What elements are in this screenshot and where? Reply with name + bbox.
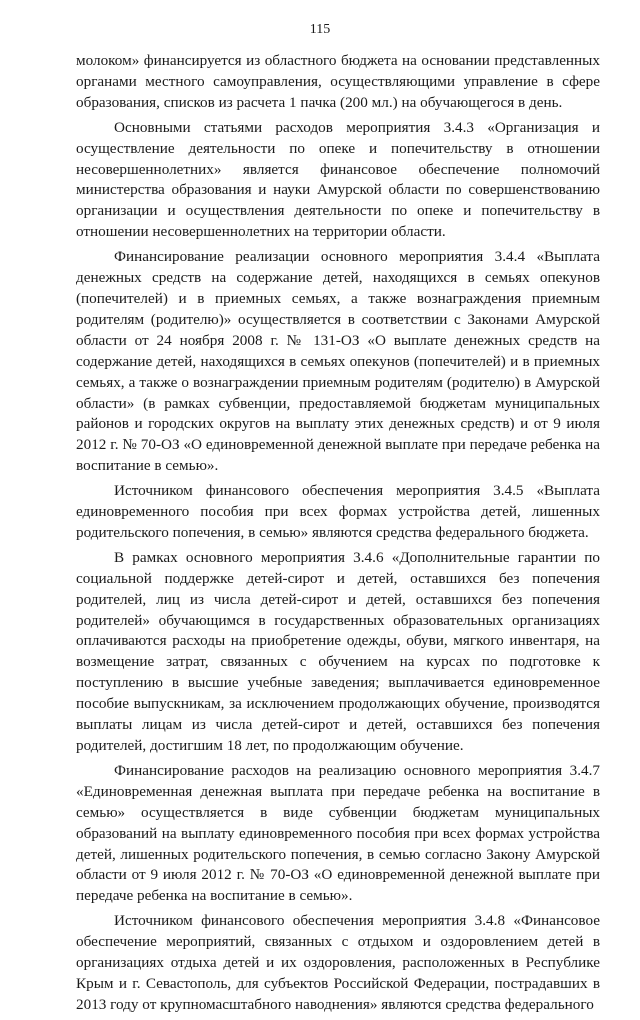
paragraph-measure-3-4-6: В рамках основного мероприятия 3.4.6 «Дополнительные гарантии по социальной поддержке детей-сирот и детей, оставшихся без попечения родителей, лиц из числа детей-сирот и детей, оставшихся без попечения родителей» обучающимся в государственных образовательных организациях оплачиваются расходы на приобретение одежды, обуви, мягкого инвентаря, на возмещение затрат, связанных с обучением на курсах по подготовке к поступлению в высшие учебные заведения; выплачивается единовременное пособие выпускникам, за исключением продолжающих обучение, производятся выплаты лицам из числа детей-сирот и детей, оставшихся без попечения родителей, достигшим 18 лет, по продолжающим обучение. <box>76 548 600 754</box>
paragraph-measure-3-4-7: Финансирование расходов на реализацию основного мероприятия 3.4.7 «Единовременная денежная выплата при передаче ребенка на воспитание в семью» осуществляется в виде субвенции бюджетам муниципальных образований на выплату единовременного пособия при всех формах устройства детей, лишенных родительского попечения, в семью согласно Закону Амурской области от 9 июля 2012 г. № 70-ОЗ «О единовременной денежной выплате при передаче ребенка на воспитание в семью». <box>76 761 600 905</box>
paragraph-continuation: молоком» финансируется из областного бюджета на основании представленных органами местного самоуправления, осуществляющими управление в сфере образования, списков из расчета 1 пачка (200 мл.) на обучающегося в день. <box>76 52 600 111</box>
paragraph-measure-3-4-5: Источником финансового обеспечения мероприятия 3.4.5 «Выплата единовременного пособия при всех формах устройства детей, лишенных родительского попечения, в семью» являются средства федерального бюджета. <box>76 482 600 541</box>
paragraph-measure-3-4-4: Финансирование реализации основного мероприятия 3.4.4 «Выплата денежных средств на содержание детей, находящихся в семьях опекунов (попечителей) и в приемных семьях, а также вознаграждения приемным родителям (родителю)» осуществляется в соответствии с Законами Амурской области от 24 ноября 2008 г. № 131-ОЗ «О выплате денежных средств на содержание детей, находящихся в семьях опекунов (попечителей) и в приемных семьях, а также о вознаграждении приемным родителям (родителю) в Амурской области» (в рамках субвенции, предоставляемой бюджетам муниципальных районов и городских округов на выплату этих денежных средств) и от 9 июля 2012 г. № 70-ОЗ «О единовременной денежной выплате при передаче ребенка на воспитание в семью». <box>76 248 600 475</box>
page-number: 115 <box>309 22 331 37</box>
paragraph-measure-3-4-8: Источником финансового обеспечения мероприятия 3.4.8 «Финансовое обеспечение мероприятий, связанных с отдыхом и оздоровлением детей в организациях отдыха детей и их оздоровления, расположенных в Республике Крым и г. Севастополь, для субъектов Российской Федерации, пострадавших в 2013 году от крупномасштабного наводнения» являются средства федерального <box>76 912 600 1013</box>
paragraph-measure-3-4-3: Основными статьями расходов мероприятия 3.4.3 «Организация и осуществление деятельности по опеке и попечительству в отношении несовершеннолетних» является финансовое обеспечение полномочий министерства образования и науки Амурской области по совершенствованию организации и осуществления деятельности по опеке и попечительству в отношении несовершеннолетних на территории области. <box>76 118 600 241</box>
document-body <box>76 51 600 1020</box>
